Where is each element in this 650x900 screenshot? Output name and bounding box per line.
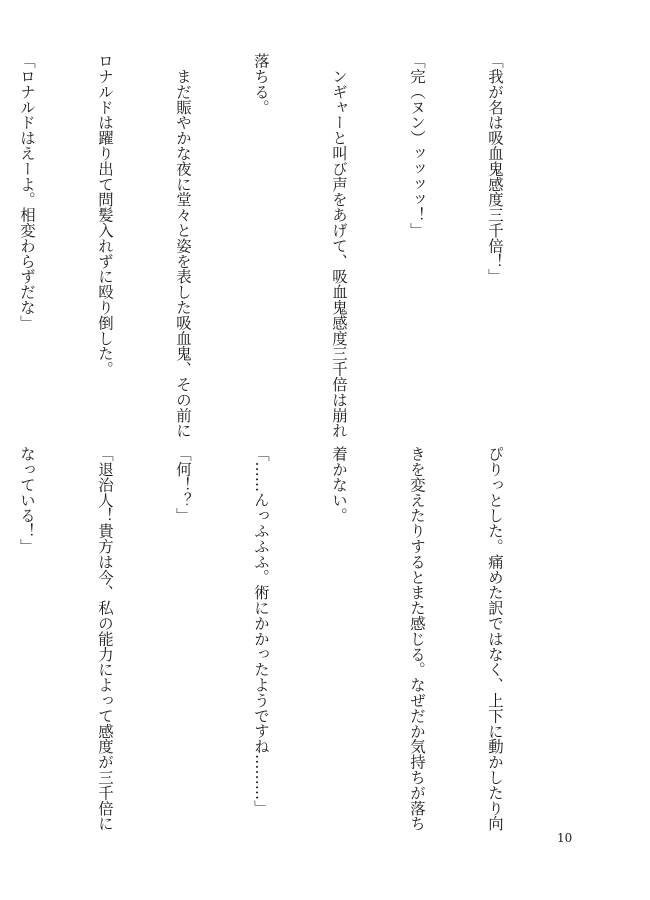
text-line: ンギャーと叫び声をあげて、吸血鬼感度三千倍は崩れ (330, 53, 348, 438)
text-line: 「……んっふふふ。術にかかったようですね………」 (252, 446, 270, 816)
text-line: 「何！？」 (174, 446, 192, 523)
text-line: 「完（ヌン）ッッッッ！」 (408, 53, 426, 238)
text-line: 落ちる。 (252, 53, 270, 115)
text-line: なっている！」 (18, 446, 36, 554)
text-line: 「退治人！貴方は今、私の能力によって感度が三千倍に (96, 446, 114, 831)
text-line: ロナルドは躍り出て問髪入れずに殴り倒した。 (96, 53, 114, 377)
upper-text-block (18, 53, 560, 438)
text-line: 着かない。 (330, 446, 348, 523)
text-line: きを変えたりするとまた感じる。なぜだか気持ちが落ち (408, 446, 426, 831)
text-line: まだ賑やかな夜に堂々と姿を表した吸血鬼、その前に (174, 53, 192, 438)
text-line: ぴりっとした。痛めた訳ではなく、上下に動かしたり向 (486, 446, 504, 831)
text-line: 「我が名は吸血鬼感度三千倍！」 (486, 53, 504, 284)
text-line: 「ロナルドはえーよ。相変わらずだな」 (18, 53, 36, 331)
page-number: 10 (557, 831, 573, 845)
lower-text-block (18, 446, 560, 831)
